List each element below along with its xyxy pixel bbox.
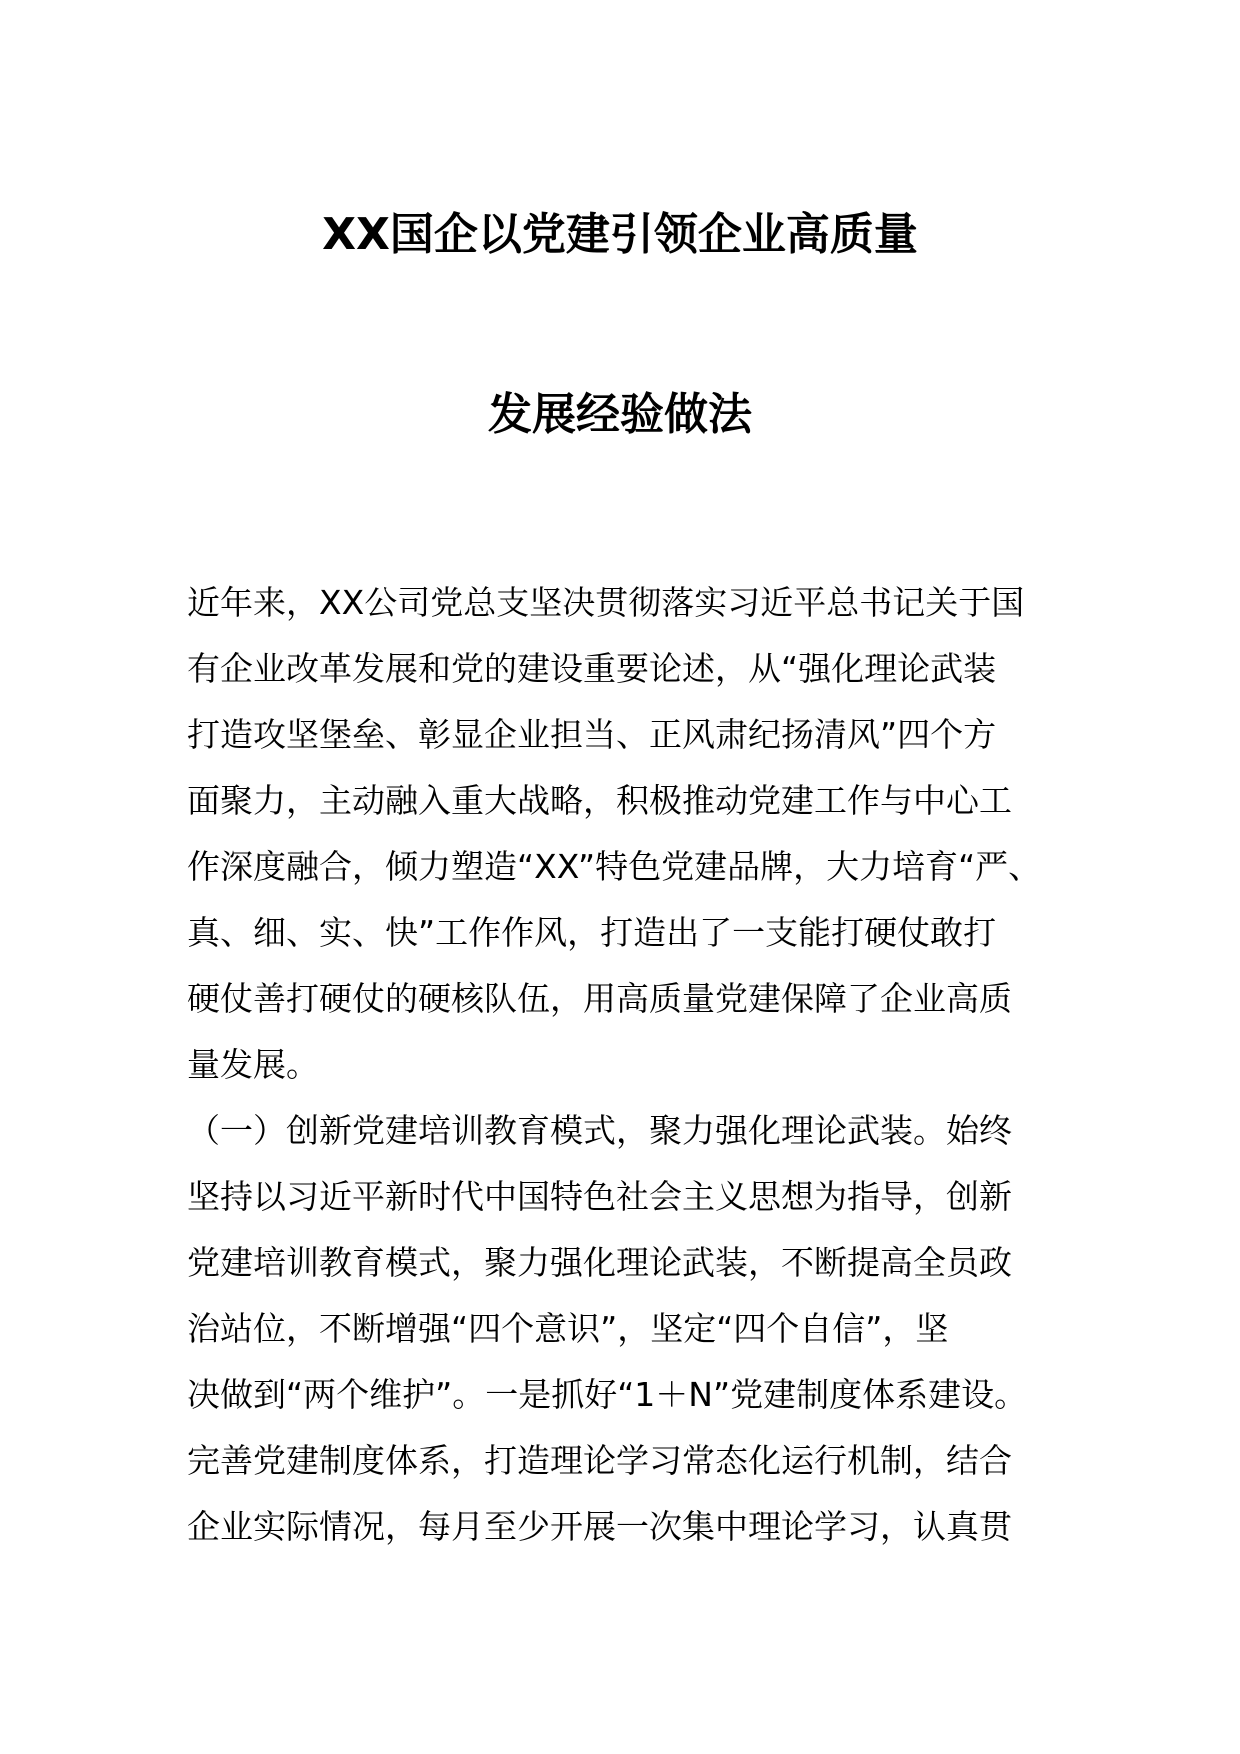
body-line: 有企业改革发展和党的建设重要论述，从“强化理论武装: [187, 649, 997, 688]
document-title-line-2: 发展经验做法: [488, 389, 752, 440]
body-line: 完善党建制度体系，打造理论学习常态化运行机制，结合: [187, 1441, 1012, 1480]
body-line: 量发展。: [187, 1045, 319, 1084]
body-line: 打造攻坚堡垒、彰显企业担当、正风肃纪扬清风”四个方: [187, 715, 997, 754]
body-line: 党建培训教育模式，聚力强化理论武装，不断提高全员政: [187, 1243, 1012, 1282]
document-body: [187, 570, 1067, 1560]
body-line: 面聚力，主动融入重大战略，积极推动党建工作与中心工: [187, 781, 1012, 820]
section-heading-line: （一）创新党建培训教育模式，聚力强化理论武装。始终: [187, 1111, 1012, 1150]
body-line: 坚持以习近平新时代中国特色社会主义思想为指导，创新: [187, 1177, 1012, 1216]
body-line: 作深度融合，倾力塑造“XX”特色党建品牌，大力培育“严、: [187, 847, 1042, 886]
body-line: 治站位，不断增强“四个意识”，坚定“四个自信”，坚: [187, 1309, 949, 1348]
body-line: 硬仗善打硬仗的硬核队伍，用高质量党建保障了企业高质: [187, 979, 1012, 1018]
body-line: 企业实际情况，每月至少开展一次集中理论学习，认真贯: [187, 1507, 1012, 1546]
body-line: 真、细、实、快”工作作风，打造出了一支能打硬仗敢打: [187, 913, 997, 952]
body-line: 决做到“两个维护”。一是抓好“1＋N”党建制度体系建设。: [187, 1375, 1028, 1414]
document-title-line-1: XX国企以党建引领企业高质量: [322, 209, 918, 260]
body-line: 近年来，XX公司党总支坚决贯彻落实习近平总书记关于国: [187, 583, 1025, 622]
